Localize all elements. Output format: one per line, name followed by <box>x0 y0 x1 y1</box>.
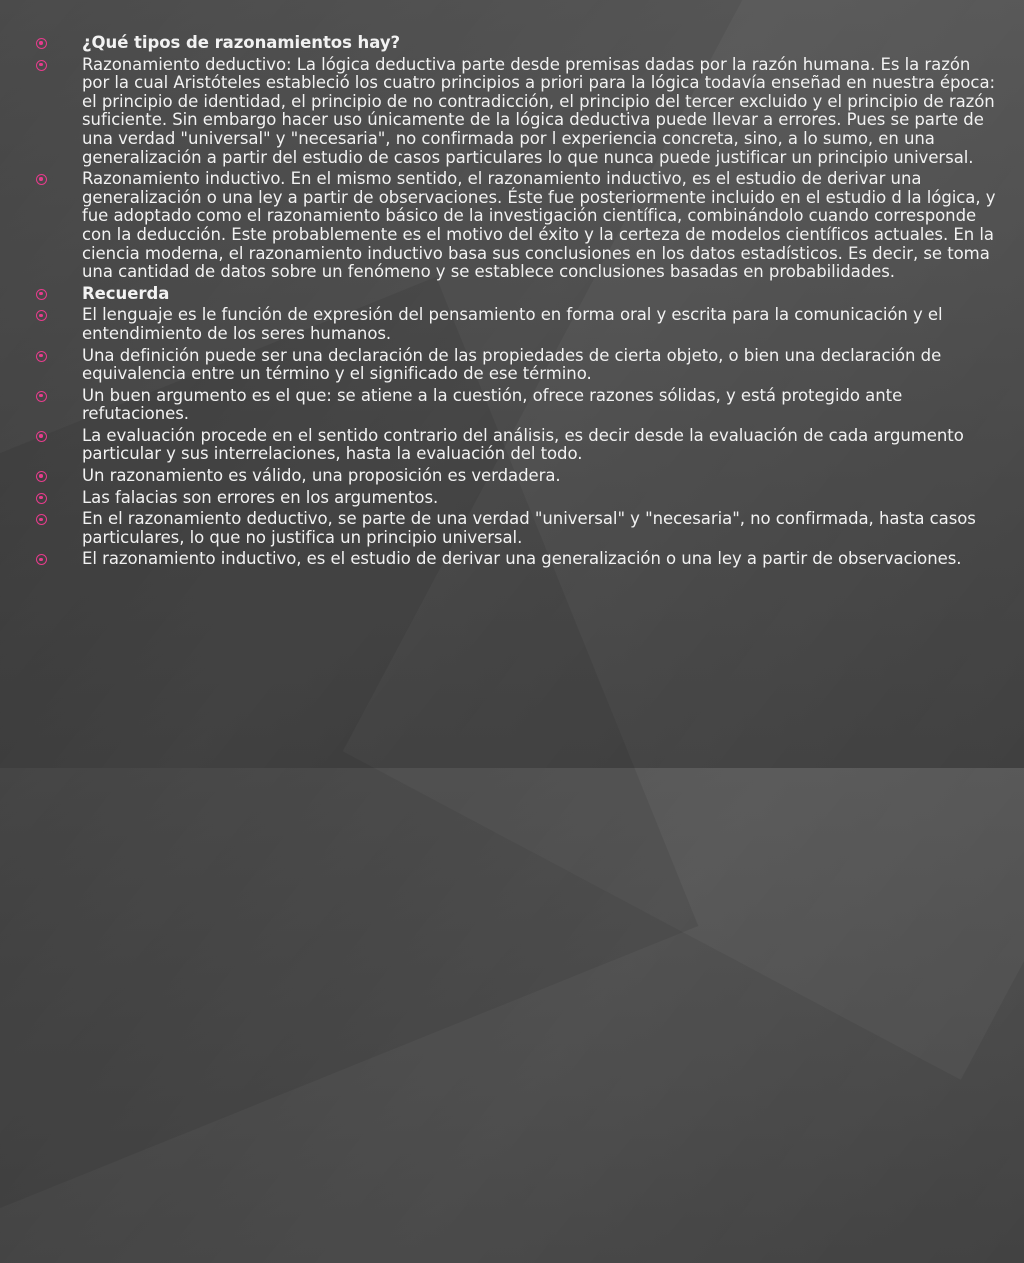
bullet-circle-icon <box>36 493 47 504</box>
bullet-item-argumento <box>36 387 1000 424</box>
bullet-circle-icon <box>36 554 47 565</box>
bullet-text: La evaluación procede en el sentido contrario del análisis, es decir desde la evaluación de cada argumento particular y sus interrelaciones, hasta la evaluación del todo. <box>82 425 964 464</box>
bullet-text: El lenguaje es le función de expresión del pensamiento en forma oral y escrita para la comunicación y el entendimiento de los seres humanos. <box>82 305 943 343</box>
bullet-text: Recuerda <box>82 283 170 303</box>
bullet-text: Razonamiento deductivo: La lógica deductiva parte desde premisas dadas por la razón humana. Es la razón por la cual Aristóteles estableció los cuatro principios a priori para la lógica todavía enseñad en nuestra época: el principio de identidad, el principio de no contradicción, el principio del tercer excluido y el principio de razón suficiente. Sin embargo hacer uso únicamente de la lógica deductiva puede llevar a errores. Pues se parte de una verdad "universal" y "necesaria", no confirmada por l experiencia concreta, sino, a lo sumo, en una generalización a partir del estudio de casos particulares lo que nunca puede justificar un principio universal. <box>82 54 996 167</box>
bullet-item-question <box>36 34 1000 53</box>
bullet-item-definicion <box>36 347 1000 384</box>
bullet-circle-icon <box>36 310 47 321</box>
bullet-item-inductivo-resumen <box>36 550 1000 569</box>
bullet-item-valido <box>36 467 1000 486</box>
bullet-circle-icon <box>36 174 47 185</box>
bullet-circle-icon <box>36 514 47 525</box>
bullet-text: Un razonamiento es válido, una proposición es verdadera. <box>82 466 561 486</box>
bullet-list <box>36 34 1000 569</box>
bullet-text: ¿Qué tipos de razonamientos hay? <box>82 33 401 52</box>
bullet-circle-icon <box>36 431 47 442</box>
bullet-circle-icon <box>36 351 47 362</box>
bullet-text: Un buen argumento es el que: se atiene a la cuestión, ofrece razones sólidas, y está protegido ante refutaciones. <box>82 385 903 424</box>
bullet-text: Las falacias son errores en los argumentos. <box>82 487 439 507</box>
bullet-item-falacias <box>36 489 1000 508</box>
bullet-item-inductive <box>36 170 1000 282</box>
bullet-circle-icon <box>36 60 47 71</box>
bullet-text: El razonamiento inductivo, es el estudio de derivar una generalización o una ley a partir de observaciones. <box>82 549 962 569</box>
bullet-text: En el razonamiento deductivo, se parte de una verdad "universal" y "necesaria", no confirmada, hasta casos particulares, lo que no justifica un principio universal. <box>82 509 976 547</box>
bullet-text: Una definición puede ser una declaración de las propiedades de cierta objeto, o bien una declaración de equivalencia entre un término y el significado de ese término. <box>82 345 942 384</box>
bullet-circle-icon <box>36 38 47 49</box>
bullet-item-recuerda <box>36 285 1000 304</box>
bullet-circle-icon <box>36 391 47 402</box>
bullet-text: Razonamiento inductivo. En el mismo sentido, el razonamiento inductivo, es el estudio de derivar una generalización o una ley a partir de observaciones. Éste fue posteriormente incluido en el estudio d la lógica, y fue adoptado como el razonamiento básico de la investigación científica, combinándolo cuando corresponde con la deducción. Este probablemente es el motivo del éxito y la certeza de modelos científicos actuales. En la ciencia moderna, el razonamiento inductivo basa sus conclusiones en los datos estadísticos. Es decir, se toma una cantidad de datos sobre un fenómeno y se establece conclusiones basadas en probabilidades. <box>82 169 996 282</box>
bullet-item-lenguaje <box>36 306 1000 343</box>
bullet-item-deductivo-resumen <box>36 510 1000 547</box>
bullet-circle-icon <box>36 289 47 300</box>
bullet-circle-icon <box>36 471 47 482</box>
bullet-item-deductive <box>36 56 1000 168</box>
slide-content <box>36 34 1000 572</box>
bullet-item-evaluacion <box>36 427 1000 464</box>
